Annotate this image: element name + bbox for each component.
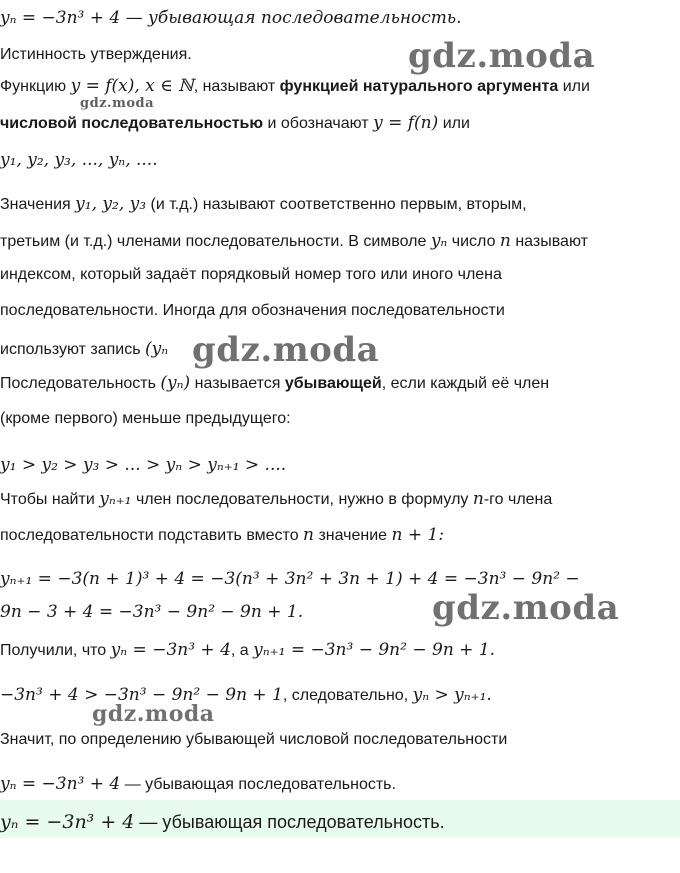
paragraph-line-2: третьим (и т.д.) членами последовательности. В символе yₙ число n называют: [0, 231, 588, 251]
comparison-line: −3n³ + 4 > −3n³ − 9n² − 9n + 1, следовательно, yₙ > yₙ₊₁.: [0, 685, 492, 705]
sequence-notation: y₁, y₂, y₃, ..., yₙ, ....: [0, 150, 158, 170]
paragraph-line-4: последовательности. Иногда для обозначения последовательности: [0, 302, 505, 319]
computation-line-2: 9n − 3 + 4 = −3n³ − 9n² − 9n + 1.: [0, 602, 304, 622]
paragraph-line-3: индексом, который задаёт порядковый номер того или иного члена: [0, 266, 502, 283]
watermark-logo: gdz.moda: [408, 36, 596, 76]
final-answer: yₙ = −3n³ + 4 — убывающая последовательность.: [0, 811, 445, 833]
decreasing-definition-line-2: (кроме первого) меньше предыдущего:: [0, 410, 291, 427]
watermark-logo: gdz.moda: [80, 96, 155, 111]
definition-line-2: числовой последовательностью и обозначают y = f(n) или: [0, 113, 470, 133]
method-line-2: последовательности подставить вместо n значение n + 1:: [0, 525, 445, 545]
paragraph-line-5: используют запись (yₙ: [0, 339, 169, 359]
truth-heading: Истинность утверждения.: [0, 46, 192, 63]
definition-line-1: Функцию y = f(x), x ∈ ℕ, называют функцией натурального аргумента или: [0, 76, 590, 96]
conclusion-statement: yₙ = −3n³ + 4 — убывающая последовательность.: [0, 774, 396, 794]
computation-line-1: yₙ₊₁ = −3(n + 1)³ + 4 = −3(n³ + 3n² + 3n + 1) + 4 = −3n³ − 9n² −: [0, 569, 580, 589]
watermark-logo: gdz.moda: [432, 588, 620, 628]
result-line: Получили, что yₙ = −3n³ + 4, а yₙ₊₁ = −3n³ − 9n² − 9n + 1.: [0, 640, 496, 660]
conclusion-line: Значит, по определению убывающей числовой последовательности: [0, 731, 508, 748]
watermark-logo: gdz.moda: [92, 701, 215, 727]
method-line-1: Чтобы найти yₙ₊₁ член последовательности, нужно в формулу n-го члена: [0, 489, 553, 509]
intro-statement: yₙ = −3n³ + 4 — убывающая последовательность.: [0, 8, 462, 28]
inequality-chain: y₁ > y₂ > y₃ > ... > yₙ > yₙ₊₁ > ....: [0, 455, 287, 475]
decreasing-definition-line-1: Последовательность (yₙ) называется убывающей, если каждый её член: [0, 373, 550, 393]
paragraph-line-1: Значения y₁, y₂, y₃ (и т.д.) называют соответственно первым, вторым,: [0, 194, 527, 214]
watermark-logo: gdz.moda: [192, 330, 380, 370]
